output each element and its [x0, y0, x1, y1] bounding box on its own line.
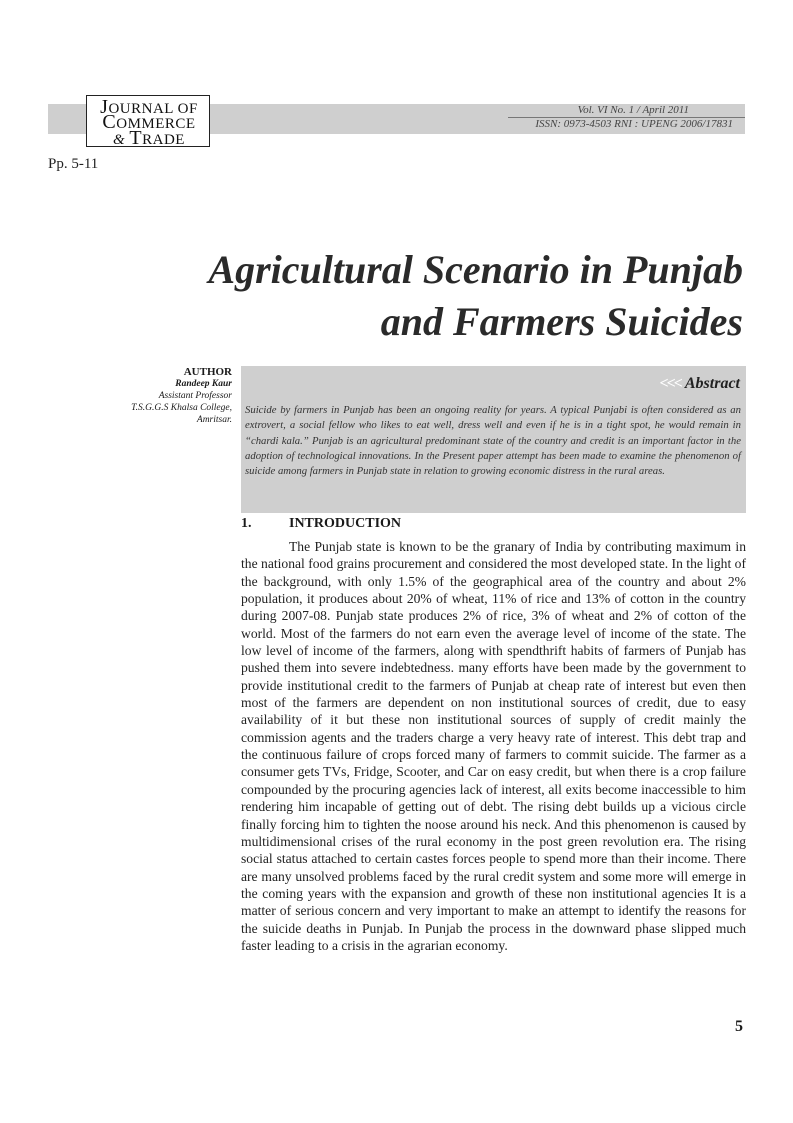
- section-heading: [241, 516, 401, 532]
- logo-line-1: OURNAL OF: [108, 101, 198, 117]
- abstract-box: [241, 366, 746, 513]
- article-title: [103, 244, 743, 348]
- author-city: Amritsar.: [196, 415, 232, 425]
- page-number: 5: [735, 1018, 743, 1035]
- section-title: INTRODUCTION: [289, 516, 402, 531]
- logo-initial-t: T: [129, 127, 143, 149]
- section-number: 1.: [241, 516, 252, 531]
- logo-ampersand: &: [113, 132, 130, 148]
- page-range: Pp. 5-11: [48, 156, 99, 172]
- logo-line-3: RADE: [142, 132, 185, 148]
- author-institution: T.S.G.G.S Khalsa College,: [131, 403, 232, 413]
- title-line-1: Agricultural Scenario in Punjab: [208, 247, 743, 292]
- author-position: Assistant Professor: [158, 391, 232, 401]
- introduction-body: [241, 538, 746, 954]
- abstract-arrows-icon: <<<: [659, 375, 681, 392]
- volume-info: Vol. VI No. 1 / April 2011: [577, 104, 689, 116]
- author-block: [96, 366, 232, 426]
- logo-initial-c: C: [102, 111, 117, 133]
- logo-initial-j: J: [100, 96, 109, 118]
- abstract-text: Suicide by farmers in Punjab has been an ongoing reality for years. A typical Punjabi is often considered as an extrovert, a social fellow who likes to eat well, dress well and even if he is in a tight spot, he would remain in “chardi kala.” Punjab is an agricultural predominant state of the country and credit is an important factor in the adoption of technological innovations. In the Present paper attempt has been made to examine the phenomenon of suicide among farmers in Punjab state in relation to growing economic distress in the rural areas.: [245, 404, 741, 478]
- abstract-title: Abstract: [684, 375, 740, 392]
- author-heading: AUTHOR: [183, 366, 232, 378]
- logo-line-2: OMMERCE: [116, 116, 196, 132]
- journal-logo: [86, 95, 210, 147]
- issn-info: ISSN: 0973-4503 RNI : UPENG 2006/17831: [535, 118, 733, 130]
- abstract-heading: [660, 375, 740, 393]
- author-name: Randeep Kaur: [175, 379, 232, 389]
- introduction-paragraph: The Punjab state is known to be the granary of India by contributing maximum in the national food grains procurement and considered the most developed state. In the light of the background, with only 1.5% of the geographical area of the country and about 2% population, it produces about 20% of wheat, 11% of rice and 13% of cotton in the country during 2007-08. Punjab state produces 2% of rice, 3% of wheat and 2% of cotton of the world. Most of the farmers do not earn even the average level of income of the state. The low level of income of the farmers, along with spendthrift habits of farmers of Punjab has pushed them into severe indebtedness. many efforts have been made by the government to provide institutional credit to the farmers of Punjab at cheap rate of interest but even then most of the farmers are dependent on non institutional sources of credit, due to easy availability of it but these non institutional sources of supply of credit mainly the commission agents and the traders charge a very heavy rate of interest. This debt trap and the continuous failure of crops forced many of farmers to commit suicide. The farmer as a consumer gets TVs, Fridge, Scooter, and Car on easy credit, but when there is a crop failure compounded by the procuring agencies lack of interest, all exits become inaccessible to him rendering him incapable of getting out of debt. The rising debt builds up a vicious circle finally forcing him to tighten the noose around his neck. And this phenomenon is caused by multidimensional crises of the rural economy in the post green revolution era. The rising social status attached to certain castes forces people to spend more than their income. There are many unsolved problems faced by the rural credit system and some more will emerge in the coming years with the expansion and growth of these non institutional agencies It is a matter of serious concern and very important to make an attempt to identify the reasons for the suicide deaths in Punjab. In Punjab the process in the downward phase slipped much faster leading to a crisis in the agrarian economy.: [241, 539, 746, 953]
- title-line-2: and Farmers Suicides: [380, 299, 743, 344]
